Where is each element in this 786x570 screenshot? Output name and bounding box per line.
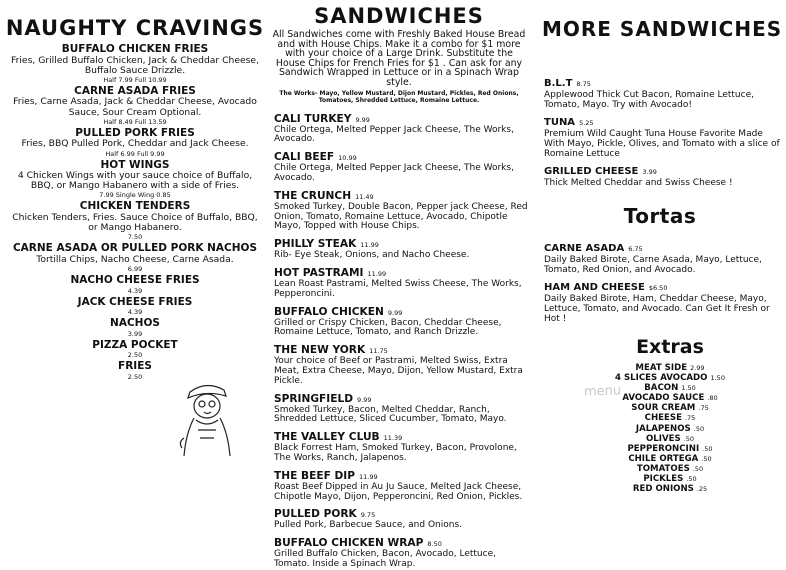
extra-item: [554, 413, 786, 423]
item-price: 7.99 Single Wing 0.85: [99, 191, 171, 200]
item-name: PHILLY STEAK: [274, 238, 357, 251]
item-price: Half 6.99 Full 9.99: [105, 149, 165, 158]
item-name: CARNE ASADA OR PULLED PORK NACHOS: [12, 242, 258, 255]
item-heading: [274, 300, 528, 319]
sandwiches-intro: All Sandwiches come with Freshly Baked House Bread and with House Chips. Make it a combo for $1 more with your choice of a Large Drink. Substitute the House Chips for French Fries for $1 . Can ask for any Sandwich Wrapped in Lettuce or in a Spinach Wrap style.: [272, 29, 526, 88]
item-description: Fries, Grilled Buffalo Chicken, Jack & Cheddar Cheese, Buffalo Sauce Drizzle.: [10, 54, 260, 76]
item-description: 4 Chicken Wings with your sauce choice of Buffalo, BBQ, or Mango Habanero with a side of Fries.: [17, 170, 253, 192]
item-heading: [544, 236, 780, 255]
menu-item: [10, 44, 260, 85]
extra-price: .50: [692, 464, 704, 473]
item-name: B.L.T: [544, 78, 573, 89]
menu-item: [274, 232, 528, 261]
extra-price: 2.99: [690, 364, 705, 372]
item-price: 8.75: [576, 80, 591, 88]
extra-item: [554, 474, 786, 484]
extra-price: .50: [702, 444, 713, 453]
menu-item: [274, 387, 528, 426]
extra-name: OLIVES: [645, 433, 681, 444]
item-description: Roast Beef Dipped in Au Ju Sauce, Melted Jack Cheese, Chipotle Mayo, Dijon, Pepperoncini, Red Onion, Pickles.: [274, 481, 523, 502]
item-price: 2.50: [127, 351, 143, 360]
item-heading: [274, 145, 528, 164]
menu-item: [544, 159, 780, 188]
item-description: Pulled Pork, Barbecue Sauce, and Onions.: [274, 520, 463, 531]
item-description: Your choice of Beef or Pastrami, Melted Swiss, Extra Meat, Extra Cheese, Mayo, Dijon, Yellow Mustard, Extra Pickle.: [274, 356, 523, 386]
item-name: CALI TURKEY: [274, 112, 352, 125]
extra-price: .25: [696, 485, 708, 494]
item-name: BUFFALO CHICKEN WRAP: [274, 537, 424, 550]
extra-price: .50: [686, 475, 697, 484]
item-description: Smoked Turkey, Bacon, Melted Cheddar, Ranch, Shredded Lettuce, Sliced Cucumber, Tomato, Mayo.: [274, 404, 507, 425]
item-price: Half 7.99 Full 10.99: [103, 75, 167, 84]
item-description: Chicken Tenders, Fries. Sauce Choice of Buffalo, BBQ, or Mango Habanero.: [12, 211, 258, 234]
item-name: HOT WINGS: [100, 158, 170, 171]
extra-item: [554, 464, 786, 474]
item-price: 11.99: [367, 269, 387, 278]
item-price: 4.39: [127, 286, 143, 295]
item-name: BUFFALO CHICKEN FRIES: [61, 43, 209, 55]
item-description: Rib- Eye Steak, Onions, and Nacho Cheese.: [274, 250, 470, 261]
menu-item: [274, 502, 528, 531]
item-description: Applewood Thick Cut Bacon, Romaine Lettuce, Tomato, Mayo. Try with Avocado!: [544, 90, 754, 110]
extra-price: .75: [684, 414, 696, 423]
sandwiches-section: [268, 0, 530, 569]
item-name: SPRINGFIELD: [274, 392, 354, 405]
extra-name: AVOCADO SAUCE: [622, 393, 705, 404]
extra-item: [554, 484, 786, 494]
item-price: 8.50: [427, 540, 442, 549]
item-name: THE VALLEY CLUB: [274, 431, 380, 444]
item-heading: [274, 107, 528, 126]
extra-item: [554, 403, 786, 413]
item-heading: [274, 425, 528, 444]
menu-item: [10, 318, 260, 339]
item-heading: [274, 261, 528, 280]
item-price: $6.50: [648, 284, 668, 292]
item-heading: [544, 71, 780, 90]
item-description: Grilled or Crispy Chicken, Bacon, Cheddar Cheese, Romaine Lettuce, Tomato, and Ranch Drizzle.: [274, 317, 502, 338]
item-name: CARNE ASADA: [544, 243, 625, 254]
item-name: BUFFALO CHICKEN: [274, 305, 384, 318]
menu-item: [274, 425, 528, 464]
extra-price: .80: [707, 394, 718, 403]
extra-name: PEPPERONCINI: [627, 443, 700, 454]
item-description: Thick Melted Cheddar and Swiss Cheese !: [544, 178, 733, 188]
extra-item: [554, 373, 786, 383]
extras-list: [534, 363, 786, 494]
menu-item: [10, 243, 260, 274]
item-name: THE NEW YORK: [274, 344, 366, 357]
extra-name: CHILE ORTEGA: [628, 453, 699, 464]
extra-name: JALAPENOS: [635, 423, 691, 434]
item-name: CARNE ASADA FRIES: [74, 84, 196, 97]
extra-price: .50: [701, 454, 712, 463]
menu-item: [274, 184, 528, 232]
item-name: HAM AND CHEESE: [544, 282, 645, 293]
item-name: THE CRUNCH: [274, 189, 352, 202]
cartoon-character-illustration: [176, 378, 238, 460]
more-sandwiches-section: [534, 0, 786, 495]
item-heading: [274, 387, 528, 406]
extra-name: PICKLES: [643, 474, 684, 485]
item-price: 11.99: [360, 241, 379, 250]
menu-item: [10, 128, 260, 159]
naughty-cravings-list: [0, 44, 270, 382]
item-description: Black Forrest Ham, Smoked Turkey, Bacon, Provolone, The Works, Ranch, Jalapenos.: [274, 443, 517, 463]
item-name: CHICKEN TENDERS: [79, 200, 191, 213]
item-price: 6.75: [628, 245, 643, 253]
item-price: 9.99: [355, 115, 370, 124]
menu-item: [10, 201, 260, 242]
menu-item: [10, 86, 260, 127]
item-price: 9.99: [357, 395, 372, 404]
item-name: PULLED PORK: [274, 508, 357, 521]
item-name: FRIES: [118, 360, 152, 373]
menu-item: [544, 275, 780, 324]
item-name: TUNA: [544, 117, 576, 128]
extra-item: [554, 363, 786, 373]
item-name: CALI BEEF: [274, 151, 335, 164]
item-heading: [544, 275, 780, 294]
item-description: Grilled Buffalo Chicken, Bacon, Avocado, Lettuce, Tomato. Inside a Spinach Wrap.: [274, 549, 496, 569]
menu-item: [544, 110, 780, 159]
item-name: PULLED PORK FRIES: [75, 126, 195, 139]
item-price: 11.99: [359, 472, 378, 481]
item-price: 4.39: [127, 308, 143, 317]
menu-item: [10, 275, 260, 296]
item-heading: [274, 531, 528, 550]
item-description: Chile Ortega, Melted Pepper Jack Cheese, The Works, Avocado.: [274, 163, 514, 183]
extra-name: 4 SLICES AVOCADO: [615, 373, 708, 384]
extra-price: .50: [693, 424, 705, 433]
item-price: Half 8.49 Full 13.59: [103, 117, 167, 126]
item-price: 5.25: [579, 119, 594, 127]
more-sandwich-list: [534, 71, 786, 188]
section-title: MORE SANDWICHES: [542, 17, 783, 41]
menu-item: [274, 464, 528, 503]
item-heading: [544, 110, 780, 129]
the-works-note: The Works- Mayo, Yellow Mustard, Dijon Mustard, Pickles, Red Onions, Tomatoes, Shredded Lettuce, Romaine Lettuce.: [279, 89, 519, 104]
item-description: Tortilla Chips, Nacho Cheese, Carne Asada.: [36, 253, 234, 265]
menu-item: [274, 338, 528, 386]
item-price: 11.49: [355, 192, 374, 201]
item-price: 9.75: [360, 511, 376, 520]
watermark-text: menu: [583, 383, 622, 400]
extras-title: Extras: [636, 336, 704, 358]
item-name: GRILLED CHEESE: [544, 166, 639, 177]
menu-item: [544, 236, 780, 275]
item-name: PIZZA POCKET: [92, 338, 178, 351]
item-name: NACHO CHEESE FRIES: [70, 274, 200, 287]
extra-price: 1.50: [681, 384, 696, 393]
item-heading: [274, 338, 528, 357]
item-description: Chile Ortega, Melted Pepper Jack Cheese, The Works, Avocado.: [274, 124, 514, 145]
menu-item: [10, 340, 260, 361]
naughty-cravings-section: [0, 0, 270, 477]
item-name: THE BEEF DIP: [274, 469, 355, 482]
item-price: 3.99: [127, 329, 143, 338]
item-price: 10.99: [338, 154, 357, 163]
item-price: 3.99: [642, 168, 657, 176]
extra-item: [554, 424, 786, 434]
menu-item: [10, 160, 260, 201]
item-heading: [544, 159, 780, 178]
item-price: 6.99: [127, 265, 143, 274]
menu-item: [544, 71, 780, 110]
item-heading: [274, 184, 528, 203]
item-heading: [274, 502, 528, 521]
item-description: Fries, Carne Asada, Jack & Cheddar Cheese, Avocado Sauce, Sour Cream Optional.: [13, 96, 257, 118]
item-description: Smoked Turkey, Double Bacon, Pepper jack Cheese, Red Onion, Tomato, Romaine Lettuce, Avocado, Chipotle Mayo, Topped with House Chips.: [274, 201, 528, 232]
extra-name: CHEESE: [644, 413, 682, 424]
tortas-title: Tortas: [623, 204, 697, 228]
item-heading: [274, 464, 528, 483]
item-price: 2.50: [127, 372, 143, 381]
extra-price: .75: [698, 404, 709, 413]
item-description: Premium Wild Caught Tuna House Favorite Made With Mayo, Pickle, Olives, and Tomato with a slice of Romaine Lettuce: [544, 129, 780, 159]
item-price: 7.50: [127, 233, 143, 242]
extra-name: TOMATOES: [636, 463, 690, 474]
item-name: HOT PASTRAMI: [274, 266, 364, 279]
menu-item: [274, 261, 528, 300]
item-heading: [274, 232, 528, 251]
menu-item: [274, 300, 528, 339]
section-title: NAUGHTY CRAVINGS: [5, 16, 265, 40]
item-name: NACHOS: [110, 317, 160, 330]
menu-item: [274, 531, 528, 570]
extra-name: MEAT SIDE: [635, 363, 688, 373]
menu-item: [274, 107, 528, 146]
extra-name: SOUR CREAM: [631, 403, 696, 414]
item-price: 11.75: [369, 347, 388, 356]
extra-price: 1.50: [710, 374, 725, 383]
extra-item: [554, 434, 786, 444]
extra-name: BACON: [644, 383, 679, 394]
extra-price: .50: [683, 434, 695, 443]
item-description: Lean Roast Pastrami, Melted Swiss Cheese, The Works, Pepperoncini.: [274, 278, 522, 299]
section-title: SANDWICHES: [314, 4, 484, 28]
item-price: 11.39: [383, 434, 403, 443]
item-description: Daily Baked Birote, Carne Asada, Mayo, Lettuce, Tomato, Red Onion, and Avocado.: [544, 255, 762, 275]
item-description: Daily Baked Birote, Ham, Cheddar Cheese, Mayo, Lettuce, Tomato, and Avocado. Can Get It Fresh or Hot !: [544, 294, 770, 324]
menu-item: [10, 297, 260, 318]
extra-name: RED ONIONS: [632, 484, 694, 495]
tortas-list: [534, 236, 786, 324]
item-name: JACK CHEESE FRIES: [77, 295, 193, 308]
item-description: Fries, BBQ Pulled Pork, Cheddar and Jack Cheese.: [21, 138, 249, 150]
sandwich-list: [268, 107, 530, 570]
extra-item: [554, 454, 786, 464]
item-price: 9.99: [387, 308, 403, 317]
menu-item: [274, 145, 528, 184]
extra-item: [554, 444, 786, 454]
